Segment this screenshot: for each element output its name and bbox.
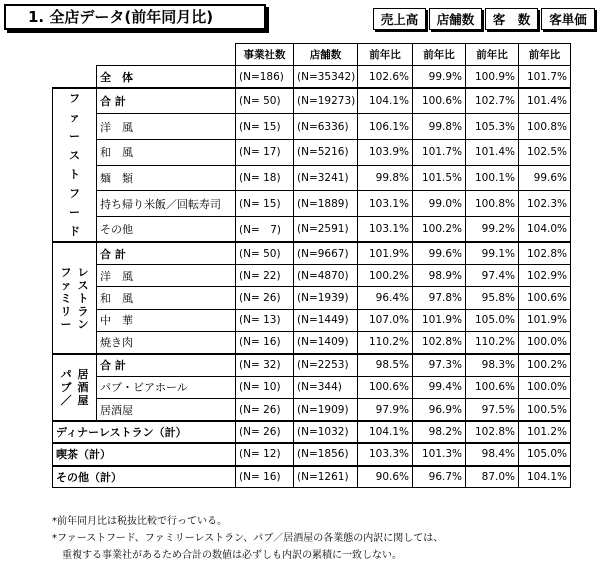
cell-customers: 105.3% [466, 114, 519, 140]
cell-unit-price: 102.3% [519, 191, 571, 217]
cell-sales: 107.0% [358, 309, 413, 331]
cell-stores: (N=1409) [294, 332, 358, 354]
footnote: *前年同月比は税抜比較で行っている。 [52, 516, 227, 527]
cell-store-count: 101.9% [413, 309, 466, 331]
category-pub-izakaya: パブ／ 居酒屋 [53, 354, 97, 421]
row-label: 和 風 [97, 287, 236, 309]
cell-unit-price: 102.8% [519, 242, 571, 264]
cell-companies: (N= 12) [236, 443, 294, 465]
row-label: 喫茶（計） [53, 443, 236, 465]
cell-sales: 103.9% [358, 140, 413, 166]
cell-customers: 102.8% [466, 421, 519, 443]
cell-customers: 98.4% [466, 443, 519, 465]
cell-store-count: 101.3% [413, 443, 466, 465]
table-row [53, 216, 571, 242]
cell-stores: (N=6336) [294, 114, 358, 140]
table-row [53, 376, 571, 398]
col-customers-yoy: 前年比 [466, 44, 519, 66]
cell-companies: (N= 15) [236, 191, 294, 217]
header-row [53, 44, 571, 66]
cell-customers: 100.1% [466, 165, 519, 191]
cell-customers: 99.2% [466, 216, 519, 242]
cell-sales: 103.1% [358, 191, 413, 217]
cell-companies: (N= 15) [236, 114, 294, 140]
table-row [53, 66, 571, 88]
table-row [53, 191, 571, 217]
cell-stores: (N=4870) [294, 265, 358, 287]
row-label: その他 [97, 216, 236, 242]
table-row [53, 354, 571, 376]
cell-unit-price: 100.0% [519, 332, 571, 354]
cell-sales: 97.9% [358, 399, 413, 421]
store-data-table [52, 43, 571, 488]
cell-sales: 104.1% [358, 421, 413, 443]
row-label: その他（計） [53, 466, 236, 488]
table-row [53, 443, 571, 465]
cell-unit-price: 100.8% [519, 114, 571, 140]
row-label: 焼き肉 [97, 332, 236, 354]
cell-customers: 95.8% [466, 287, 519, 309]
row-label: ディナーレストラン（計） [53, 421, 236, 443]
col-stores: 店舗数 [294, 44, 358, 66]
cell-stores: (N=1939) [294, 287, 358, 309]
cell-companies: (N= 32) [236, 354, 294, 376]
cell-store-count: 101.7% [413, 140, 466, 166]
row-label: パブ・ビアホール [97, 376, 236, 398]
cell-unit-price: 104.1% [519, 466, 571, 488]
col-price-yoy: 前年比 [519, 44, 571, 66]
cell-stores: (N=3241) [294, 165, 358, 191]
footnote: *ファーストフード、ファミリーレストラン、パブ／居酒屋の各業態の内訳に関しては、 [52, 533, 444, 544]
cell-sales: 90.6% [358, 466, 413, 488]
table-row [53, 309, 571, 331]
cell-store-count: 100.6% [413, 88, 466, 114]
cell-stores: (N=2253) [294, 354, 358, 376]
cell-sales: 100.2% [358, 265, 413, 287]
table-row [53, 399, 571, 421]
col-sales-yoy: 前年比 [358, 44, 413, 66]
table-row [53, 165, 571, 191]
cell-stores: (N=1032) [294, 421, 358, 443]
header-legend [373, 8, 595, 30]
cell-stores: (N=1889) [294, 191, 358, 217]
cell-companies: (N= 13) [236, 309, 294, 331]
cell-stores: (N=1449) [294, 309, 358, 331]
cell-store-count: 101.5% [413, 165, 466, 191]
category-fast-food: ファーストフード [53, 88, 97, 242]
cell-customers: 97.5% [466, 399, 519, 421]
cell-companies: (N=186) [236, 66, 294, 88]
cell-companies: (N= 10) [236, 376, 294, 398]
cell-sales: 103.1% [358, 216, 413, 242]
cell-companies: (N= 22) [236, 265, 294, 287]
cell-unit-price: 101.2% [519, 421, 571, 443]
cell-store-count: 98.2% [413, 421, 466, 443]
table-row [53, 332, 571, 354]
cell-customers: 110.2% [466, 332, 519, 354]
footnotes [52, 513, 592, 564]
row-label: 合 計 [97, 354, 236, 376]
cell-unit-price: 100.0% [519, 376, 571, 398]
cell-customers: 101.4% [466, 140, 519, 166]
row-label: 洋 風 [97, 265, 236, 287]
cell-stores: (N=2591) [294, 216, 358, 242]
cell-customers: 87.0% [466, 466, 519, 488]
page-title: 1. 全店データ(前年同月比) [4, 4, 266, 30]
cell-companies: (N= 18) [236, 165, 294, 191]
row-label: 合 計 [97, 242, 236, 264]
cell-companies: (N= 26) [236, 399, 294, 421]
cell-store-count: 99.8% [413, 114, 466, 140]
cell-stores: (N=344) [294, 376, 358, 398]
cell-sales: 106.1% [358, 114, 413, 140]
cell-unit-price: 102.9% [519, 265, 571, 287]
cell-store-count: 99.0% [413, 191, 466, 217]
cell-customers: 99.1% [466, 242, 519, 264]
table-row [53, 265, 571, 287]
table-row [53, 466, 571, 488]
cell-companies: (N= 7) [236, 216, 294, 242]
table-row [53, 140, 571, 166]
row-label: 全 体 [97, 66, 236, 88]
cell-store-count: 98.9% [413, 265, 466, 287]
cell-stores: (N=19273) [294, 88, 358, 114]
row-label: 持ち帰り米飯／回転寿司 [97, 191, 236, 217]
legend-sales: 売上高 [373, 8, 426, 30]
table-row [53, 421, 571, 443]
cell-unit-price: 105.0% [519, 443, 571, 465]
legend-customers: 客 数 [485, 8, 538, 30]
cell-store-count: 96.9% [413, 399, 466, 421]
cell-customers: 100.9% [466, 66, 519, 88]
legend-unit-price: 客単価 [541, 8, 595, 30]
cell-sales: 99.8% [358, 165, 413, 191]
row-label: 中 華 [97, 309, 236, 331]
cell-store-count: 96.7% [413, 466, 466, 488]
category-family-restaurant: ファミリー レストラン [53, 242, 97, 354]
cell-stores: (N=1856) [294, 443, 358, 465]
cell-store-count: 99.4% [413, 376, 466, 398]
cell-sales: 98.5% [358, 354, 413, 376]
cell-store-count: 97.8% [413, 287, 466, 309]
cell-unit-price: 100.5% [519, 399, 571, 421]
table-row [53, 88, 571, 114]
row-label: 麺 類 [97, 165, 236, 191]
row-label: 洋 風 [97, 114, 236, 140]
cell-sales: 110.2% [358, 332, 413, 354]
cell-store-count: 99.6% [413, 242, 466, 264]
cell-unit-price: 100.6% [519, 287, 571, 309]
cell-store-count: 100.2% [413, 216, 466, 242]
table-row [53, 242, 571, 264]
row-label: 合 計 [97, 88, 236, 114]
cell-unit-price: 101.4% [519, 88, 571, 114]
cell-stores: (N=1261) [294, 466, 358, 488]
cell-companies: (N= 26) [236, 421, 294, 443]
legend-stores: 店舗数 [429, 8, 482, 30]
cell-unit-price: 101.9% [519, 309, 571, 331]
table-row [53, 114, 571, 140]
cell-sales: 104.1% [358, 88, 413, 114]
cell-stores: (N=35342) [294, 66, 358, 88]
cell-customers: 102.7% [466, 88, 519, 114]
cell-sales: 103.3% [358, 443, 413, 465]
cell-sales: 100.6% [358, 376, 413, 398]
cell-customers: 100.6% [466, 376, 519, 398]
row-label: 居酒屋 [97, 399, 236, 421]
cell-unit-price: 104.0% [519, 216, 571, 242]
cell-store-count: 99.9% [413, 66, 466, 88]
cell-stores: (N=5216) [294, 140, 358, 166]
cell-customers: 98.3% [466, 354, 519, 376]
cell-stores: (N=1909) [294, 399, 358, 421]
cell-companies: (N= 16) [236, 332, 294, 354]
cell-companies: (N= 50) [236, 242, 294, 264]
row-label: 和 風 [97, 140, 236, 166]
cell-companies: (N= 50) [236, 88, 294, 114]
cell-stores: (N=9667) [294, 242, 358, 264]
cell-store-count: 102.8% [413, 332, 466, 354]
cell-unit-price: 102.5% [519, 140, 571, 166]
footnote: 重複する事業社があるため合計の数値は必ずしも内訳の累積に一致しない。 [62, 550, 402, 561]
cell-customers: 97.4% [466, 265, 519, 287]
cell-companies: (N= 17) [236, 140, 294, 166]
cell-store-count: 97.3% [413, 354, 466, 376]
cell-sales: 101.9% [358, 242, 413, 264]
cell-unit-price: 100.2% [519, 354, 571, 376]
cell-customers: 100.8% [466, 191, 519, 217]
cell-sales: 96.4% [358, 287, 413, 309]
cell-sales: 102.6% [358, 66, 413, 88]
cell-customers: 105.0% [466, 309, 519, 331]
col-stores-yoy: 前年比 [413, 44, 466, 66]
cell-unit-price: 99.6% [519, 165, 571, 191]
cell-unit-price: 101.7% [519, 66, 571, 88]
cell-companies: (N= 26) [236, 287, 294, 309]
col-companies: 事業社数 [236, 44, 294, 66]
table-row [53, 287, 571, 309]
cell-companies: (N= 16) [236, 466, 294, 488]
